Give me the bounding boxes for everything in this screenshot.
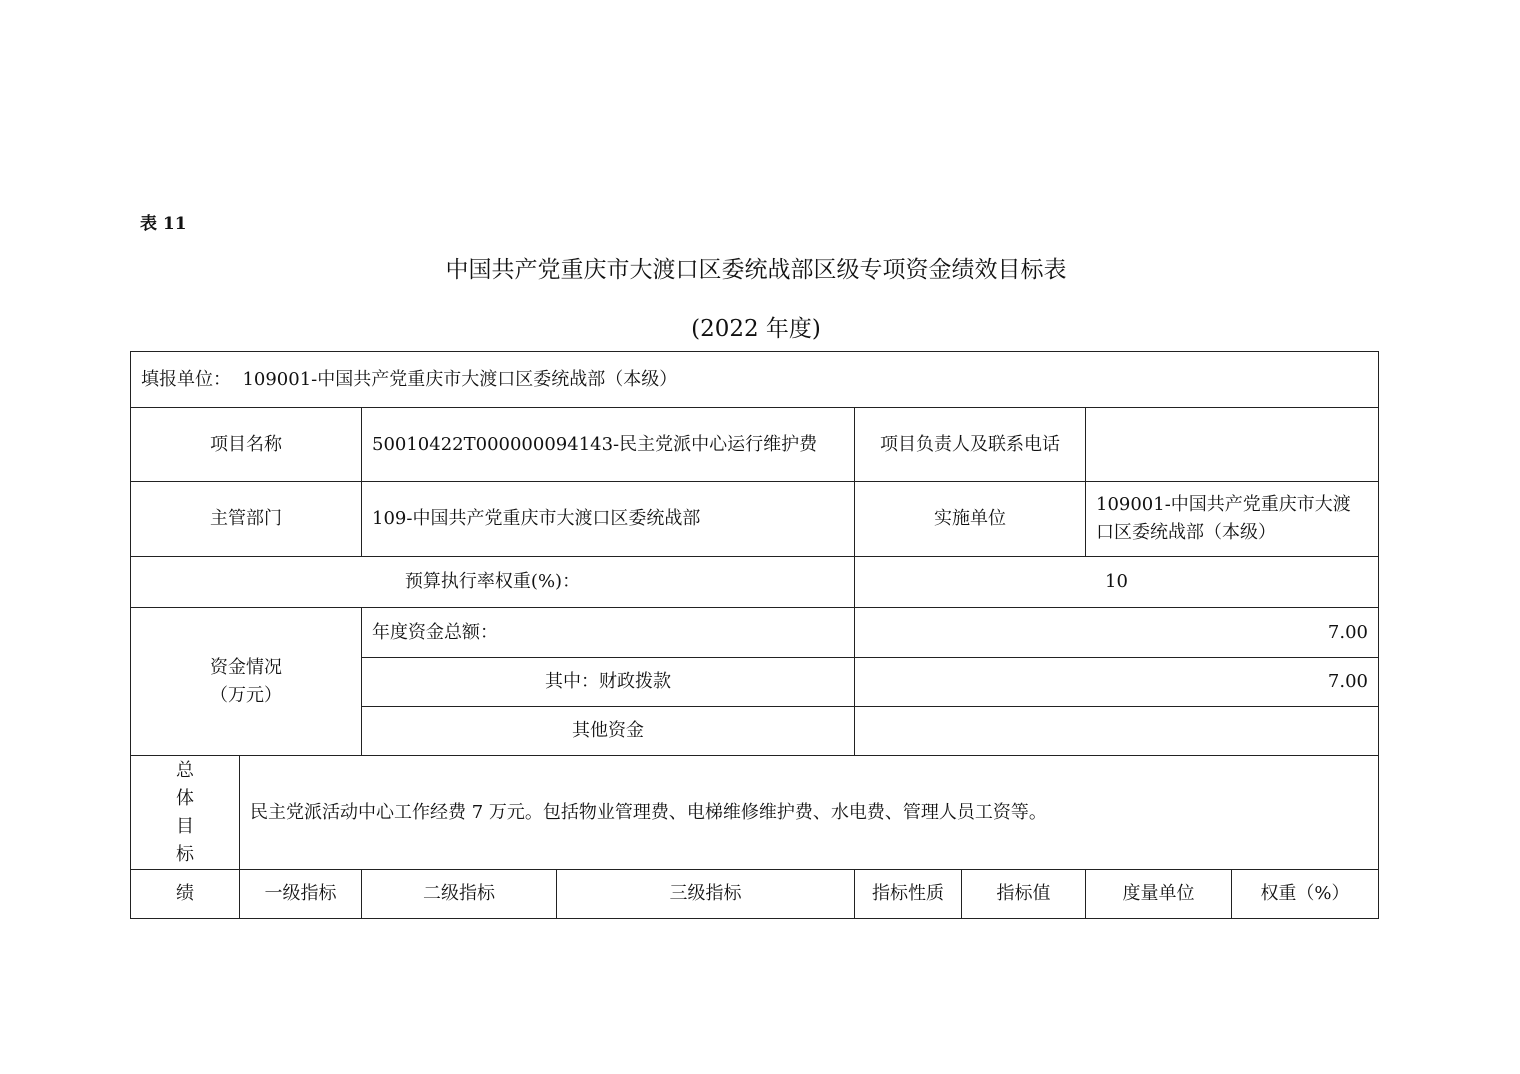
perf-header-level2: 二级指标: [362, 870, 557, 919]
performance-header-row: [131, 870, 1379, 919]
overall-goal-label: [131, 756, 240, 870]
project-name-label: 项目名称: [131, 408, 362, 482]
perf-header-unit: 度量单位: [1086, 870, 1232, 919]
overall-goal-char: 目: [176, 815, 194, 837]
other-funds-label: 其他资金: [362, 707, 855, 756]
project-name-row: [131, 408, 1379, 482]
reporting-unit-label: 填报单位：: [141, 368, 231, 390]
document-title: 中国共产党重庆市大渡口区委统战部区级专项资金绩效目标表: [445, 257, 1067, 283]
perf-header-level3: 三级指标: [557, 870, 855, 919]
reporting-unit-row: [131, 352, 1379, 408]
other-funds-value: [855, 707, 1379, 756]
funds-label-line1: 资金情况: [210, 656, 282, 678]
funds-label-line2: （万元）: [210, 684, 282, 706]
overall-goal-row: [131, 756, 1379, 870]
dept-label: 主管部门: [131, 482, 362, 557]
funds-label: [131, 608, 362, 756]
annual-total-value: 7.00: [855, 608, 1379, 658]
budget-weight-label: 预算执行率权重(%)：: [131, 557, 855, 608]
impl-unit-value: 109001-中国共产党重庆市大渡口区委统战部（本级）: [1086, 482, 1379, 557]
perf-header-nature: 指标性质: [855, 870, 962, 919]
project-contact-label: 项目负责人及联系电话: [855, 408, 1086, 482]
perf-header-col0: 绩: [131, 870, 240, 919]
overall-goal-text: 民主党派活动中心工作经费 7 万元。包括物业管理费、电梯维修维护费、水电费、管理人员工资等。: [240, 756, 1379, 870]
overall-goal-char: 体: [176, 787, 194, 809]
perf-header-level1: 一级指标: [240, 870, 362, 919]
perf-header-value: 指标值: [962, 870, 1086, 919]
document-subtitle: (2022 年度): [691, 316, 821, 342]
dept-value: 109-中国共产党重庆市大渡口区委统战部: [362, 482, 855, 557]
annual-total-row: [131, 608, 1379, 658]
budget-weight-row: [131, 557, 1379, 608]
project-name-value: 50010422T000000094143-民主党派中心运行维护费: [362, 408, 855, 482]
fiscal-value: 7.00: [855, 658, 1379, 707]
overall-goal-char: 标: [176, 843, 194, 865]
reporting-unit-cell: [131, 352, 1379, 408]
project-contact-value: [1086, 408, 1379, 482]
reporting-unit-value: 109001-中国共产党重庆市大渡口区委统战部（本级）: [242, 368, 678, 390]
fiscal-label: 其中：财政拨款: [362, 658, 855, 707]
performance-target-table: [130, 351, 1379, 919]
table-number: 表 11: [140, 214, 187, 234]
perf-header-weight: 权重（%）: [1232, 870, 1379, 919]
budget-weight-value: 10: [855, 557, 1379, 608]
overall-goal-char: 总: [176, 759, 194, 781]
impl-unit-label: 实施单位: [855, 482, 1086, 557]
annual-total-label: 年度资金总额：: [362, 608, 855, 658]
department-row: [131, 482, 1379, 557]
